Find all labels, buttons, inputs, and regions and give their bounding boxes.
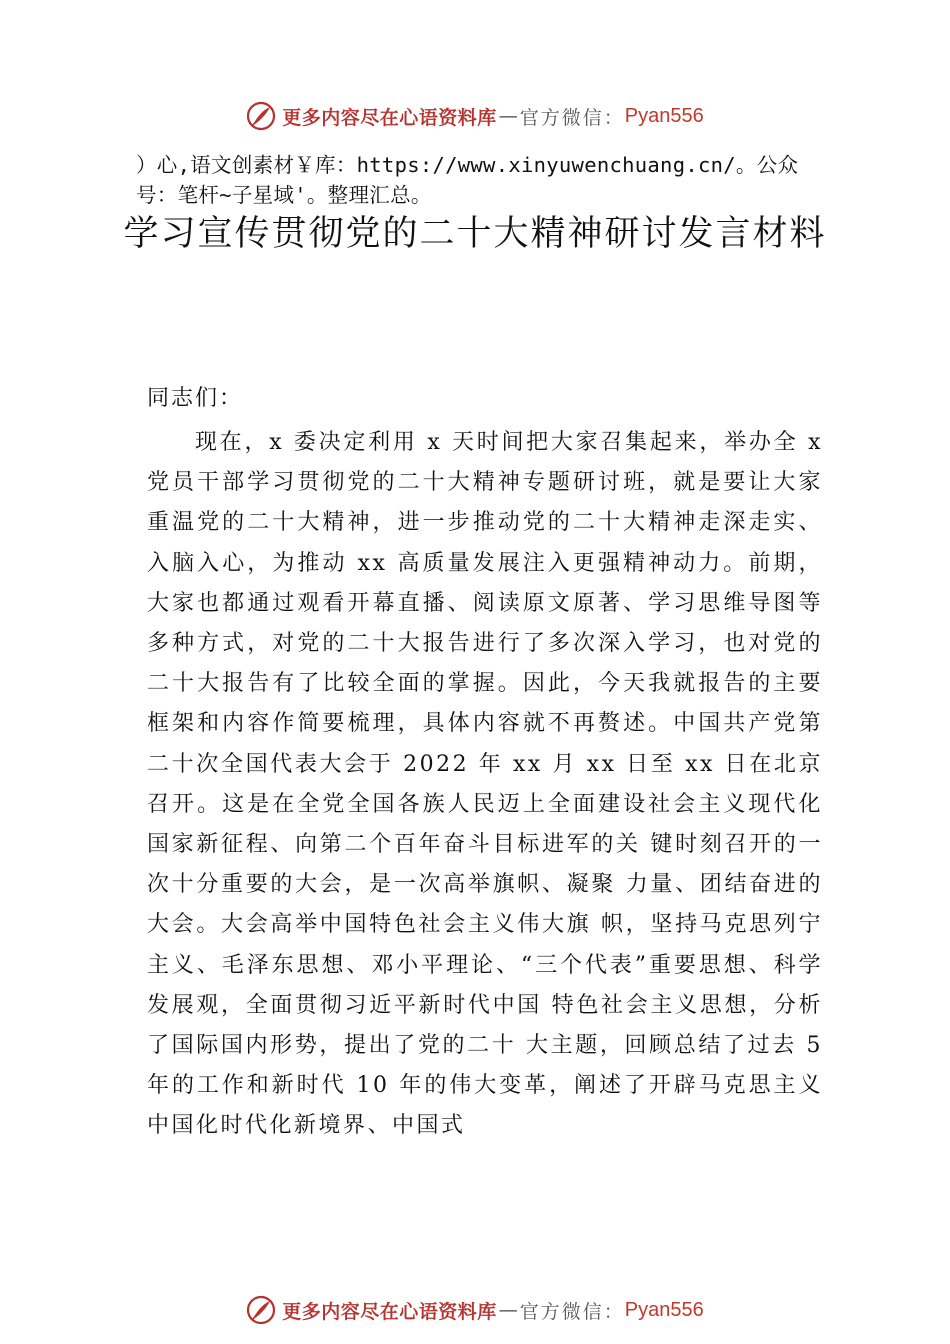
footer-banner — [0, 1290, 950, 1330]
banner-brand-text: 更多内容尽在心语资料库 — [282, 106, 497, 129]
source-note: ）心,语文创素材￥库：https://www.xinyuwenchuang.cn/。公众号：笔杆~子星域'。整理汇总。 — [136, 153, 799, 207]
banner-wechat-label: 官方微信： — [519, 106, 625, 129]
header-banner — [0, 96, 950, 136]
salutation: 同志们： — [147, 386, 244, 411]
body-paragraph: 现在，x 委决定利用 x 天时间把大家召集起来，举办全 x 党员干部学习贯彻党的二十大精神专题研讨班，就是要让大家重温党的二十大精神，进一步推动党的二十大精神走深走实、入脑入心，为推动 xx 高质量发展注入更强精神动力。前期，大家也都通过观看开幕直播、阅读原文原著、学习思维导图等多种方式，对党的二十大报告进行了多次深入学习，也对党的二十大报告有了比较全面的掌握。因此，今天我就报告的主要框架和内容作简要梳理，具体内容就不再赘述。中国共产党第二十次全国代表大会于 2022 年 xx 月 xx 日至 xx 日在北京召开。这是在全党全国各族人民迈上全面建设社会主义现代化国家新征程、向第二个百年奋斗目标进军的关 键时刻召开的一次十分重要的大会，是一次高举旗帜、凝聚 力量、团结奋进的大会。大会高举中国特色社会主义伟大旗 帜，坚持马克思列宁主义、毛泽东思想、邓小平理论、“三个代表”重要思想、科学发展观，全面贯彻习近平新时代中国 特色社会主义思想，分析了国际国内形势，提出了党的二十 大主题，回顾总结了过去 5 年的工作和新时代 10 年的伟大变革，阐述了开辟马克思主义中国化时代化新境界、中国式 — [147, 430, 823, 1139]
footer-brand-text: 更多内容尽在心语资料库 — [282, 1300, 497, 1323]
document-title: 学习宣传贯彻党的二十大精神研讨发言材料 — [123, 214, 827, 254]
footer-wechat-id: Pyan556 — [624, 1298, 704, 1321]
footer-dash: — — [498, 1299, 518, 1321]
quill-pen-logo-icon — [246, 101, 276, 131]
footer-wechat-label: 官方微信： — [519, 1300, 625, 1323]
quill-pen-logo-icon — [246, 1295, 276, 1325]
banner-dash: — — [498, 105, 518, 127]
banner-wechat-id: Pyan556 — [624, 104, 704, 127]
